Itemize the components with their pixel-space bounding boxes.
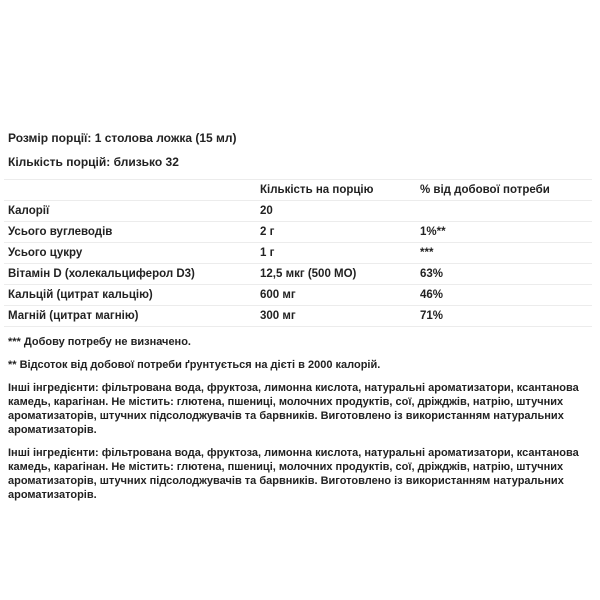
nutrient-label: Вітамін D (холекальциферол D3): [8, 268, 195, 280]
nutrient-amount: 2 г: [260, 226, 275, 238]
table-header-row: [4, 180, 592, 201]
nutrition-facts-table: [4, 179, 592, 327]
nutrient-daily-value: 46%: [420, 289, 444, 301]
nutrient-label: Усього цукру: [8, 247, 83, 259]
nutrient-label: Калорії: [8, 205, 50, 217]
nutrient-label: Магній (цитрат магнію): [8, 310, 139, 322]
serving-size-text: Розмір порції: 1 столова ложка (15 мл): [8, 131, 237, 145]
nutrient-daily-value: ***: [420, 247, 434, 259]
footnote-daily-value-not-established: *** Добову потребу не визначено.: [8, 336, 191, 348]
nutrient-daily-value: [420, 201, 592, 222]
table-row: [4, 306, 592, 327]
other-ingredients-paragraph: Інші інгредієнти: фільтрована вода, фруктоза, лимонна кислота, натуральні ароматизатори, ксантанова камедь, карагінан. Не містить: глютена, пшениці, молочних продуктів, сої, дріжджів, натрію, штучних ароматизаторів, штучних підсолоджувачів та барвників. Виготовлено із використанням натуральних ароматизаторів.: [8, 382, 579, 436]
nutrient-amount: 300 мг: [260, 310, 296, 322]
nutrient-label: Усього вуглеводів: [8, 226, 113, 238]
nutrient-amount: 12,5 мкг (500 МО): [260, 268, 357, 280]
nutrient-amount: 600 мг: [260, 289, 296, 301]
nutrient-amount: 1 г: [260, 247, 275, 259]
table-row: [4, 222, 592, 243]
table-row: [4, 243, 592, 264]
footnote-2000-calorie-diet: ** Відсоток від добової потреби ґрунтується на дієті в 2000 калорій.: [8, 359, 381, 371]
nutrient-daily-value: 71%: [420, 310, 444, 322]
nutrient-amount: 20: [260, 205, 273, 217]
nutrient-label: Кальцій (цитрат кальцію): [8, 289, 153, 301]
table-row: [4, 201, 592, 222]
table-row: [4, 285, 592, 306]
nutrient-column-header: [4, 180, 260, 201]
nutrient-daily-value: 63%: [420, 268, 444, 280]
amount-column-header: Кількість на порцію: [260, 184, 374, 196]
nutrient-daily-value: 1%**: [420, 226, 446, 238]
table-row: [4, 264, 592, 285]
daily-value-column-header: % від добової потреби: [420, 184, 550, 196]
other-ingredients-paragraph: Інші інгредієнти: фільтрована вода, фруктоза, лимонна кислота, натуральні ароматизатори, ксантанова камедь, карагінан. Не містить: глютена, пшениці, молочних продуктів, сої, дріжджів, натрію, штучних ароматизаторів, штучних підсолоджувачів та барвників. Виготовлено із використанням натуральних ароматизаторів.: [8, 447, 579, 501]
servings-count-text: Кількість порцій: близько 32: [8, 155, 179, 169]
